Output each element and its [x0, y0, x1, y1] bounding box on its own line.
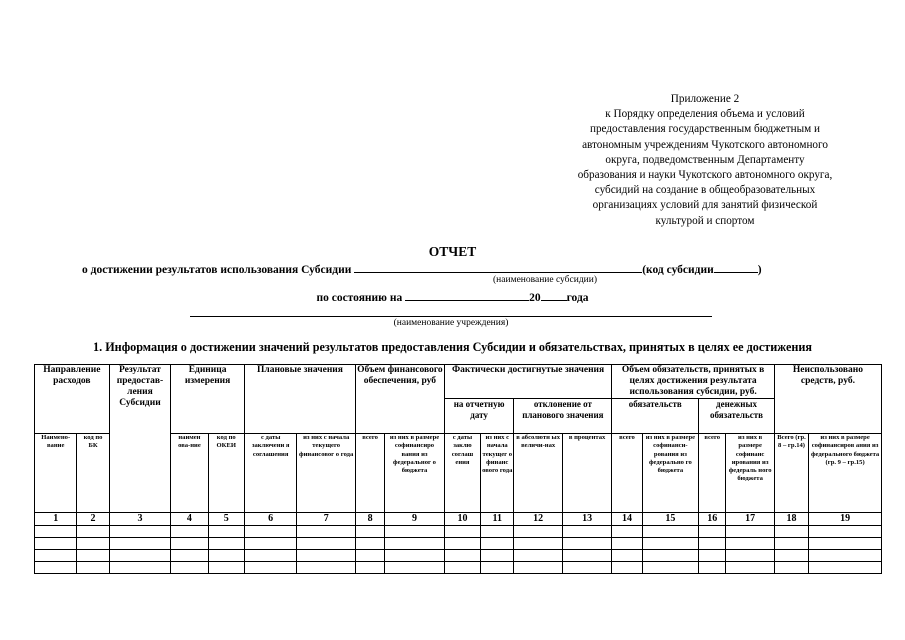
- col-number: 10: [444, 513, 480, 526]
- appendix-line: организациях условий для занятий физической: [592, 199, 818, 212]
- col-1-header: Наимено-вание: [35, 434, 77, 513]
- col-planned-header: Плановые значения: [244, 365, 355, 434]
- subsidy-code-close: ): [757, 264, 762, 276]
- col-unit-header: Единица измерения: [171, 365, 245, 434]
- col-obligations-sub-header: обязательств: [612, 399, 699, 434]
- col-11-header: из них с начала текущег о финанс ового года: [481, 434, 514, 513]
- subsidy-name-field[interactable]: [354, 261, 642, 273]
- appendix-line: округа, подведомственным Департаменту: [605, 153, 805, 166]
- appendix-line: субсидий на создание в общеобразовательных: [594, 184, 816, 197]
- col-5-header: код по ОКЕИ: [208, 434, 244, 513]
- col-12-header: в абсолютн ых величи-нах: [514, 434, 562, 513]
- col-number: 18: [774, 513, 808, 526]
- col-deviation-header: отклонение от планового значения: [514, 399, 612, 434]
- subsidy-line-label: о достижении результатов использования Субсидии: [82, 264, 352, 276]
- col-4-header: наимен ова-ние: [171, 434, 208, 513]
- appendix-line: Приложение 2: [670, 93, 740, 105]
- col-number: 11: [481, 513, 514, 526]
- empty-row: [35, 562, 882, 574]
- col-number: 19: [809, 513, 882, 526]
- empty-row: [35, 526, 882, 538]
- institution-field[interactable]: [190, 316, 712, 317]
- col-number: 3: [109, 513, 171, 526]
- col-8-header: всего: [355, 434, 384, 513]
- col-number: 15: [642, 513, 699, 526]
- appendix-line: образования и науки Чукотского автономного округа,: [577, 169, 833, 182]
- col-13-header: в процентах: [562, 434, 611, 513]
- col-number: 17: [726, 513, 774, 526]
- col-number: 14: [612, 513, 642, 526]
- appendix-line: предоставления государственным бюджетным и: [589, 123, 821, 136]
- col-7-header: из них с начала текущего финансовог о года: [297, 434, 356, 513]
- col-number: 7: [297, 513, 356, 526]
- subsidy-code-label: (код субсидии: [642, 264, 714, 276]
- col-9-header: из них в размере софинансиро вания из федеральног о бюджета: [385, 434, 445, 513]
- col-16-header: всего: [699, 434, 726, 513]
- col-number: 2: [77, 513, 109, 526]
- col-number: 5: [208, 513, 244, 526]
- col-19-header: из них в размере софинансиров ания из федерального бюджета (гр. 9 – гр.15): [809, 434, 882, 513]
- col-number: 6: [244, 513, 296, 526]
- col-result-header: Результат предостав-ления Субсидии: [109, 365, 171, 513]
- col-volume-header: Объем финансового обеспечения, руб: [355, 365, 444, 434]
- col-18-header: Всего (гр. 8 – гр.14): [774, 434, 808, 513]
- year-prefix: 20: [529, 292, 541, 304]
- col-unused-header: Неиспользовано средств, руб.: [774, 365, 881, 434]
- subsidy-name-hint: (наименование субсидии): [493, 275, 597, 285]
- empty-row: [35, 550, 882, 562]
- col-number: 9: [385, 513, 445, 526]
- appendix-line: культурой и спортом: [655, 214, 755, 227]
- col-number: 13: [562, 513, 611, 526]
- year-field[interactable]: [541, 289, 567, 301]
- col-14-header: всего: [612, 434, 642, 513]
- col-number: 1: [35, 513, 77, 526]
- empty-row: [35, 538, 882, 550]
- col-2-header: код по БК: [77, 434, 109, 513]
- date-label: по состоянию на: [316, 292, 403, 304]
- col-number: 16: [699, 513, 726, 526]
- col-obligations-header: Объем обязательств, принятых в целях достижения результата использования субсидии, руб.: [612, 365, 775, 399]
- col-actual-header: Фактически достигнутые значения: [444, 365, 612, 399]
- appendix-line: к Порядку определения объема и условий: [605, 108, 805, 121]
- results-table: [34, 364, 882, 574]
- date-field[interactable]: [405, 289, 529, 301]
- subsidy-line: [82, 261, 762, 276]
- section-title: 1. Информация о достижении значений результатов предоставления Субсидии и обязательствах, принятых в целях ее достижения: [93, 340, 812, 354]
- col-number: 8: [355, 513, 384, 526]
- year-suffix: года: [566, 292, 589, 304]
- col-17-header: из них в размере софинанс ирования из федераль ного бюджета: [726, 434, 774, 513]
- col-reporting-date-header: на отчетную дату: [444, 399, 514, 434]
- col-direction-header: Направление расходов: [35, 365, 110, 434]
- subsidy-code-field[interactable]: [714, 261, 758, 273]
- col-10-header: с даты заклю соглаш ения: [444, 434, 480, 513]
- col-number: 4: [171, 513, 208, 526]
- header-row-1: [35, 365, 882, 399]
- appendix-block: [555, 92, 855, 229]
- column-numbers-row: [35, 513, 882, 526]
- report-title: ОТЧЕТ: [428, 244, 477, 259]
- date-line: [0, 289, 905, 304]
- col-6-header: с даты заключени я соглашения: [244, 434, 296, 513]
- col-number: 12: [514, 513, 562, 526]
- col-15-header: из них в размере софинанси-рования из федерально го бюджета: [642, 434, 699, 513]
- col-monetary-header: денежных обязательств: [699, 399, 775, 434]
- appendix-line: автономным учреждениям Чукотского автономного: [582, 138, 828, 151]
- institution-hint: (наименование учреждения): [393, 318, 509, 328]
